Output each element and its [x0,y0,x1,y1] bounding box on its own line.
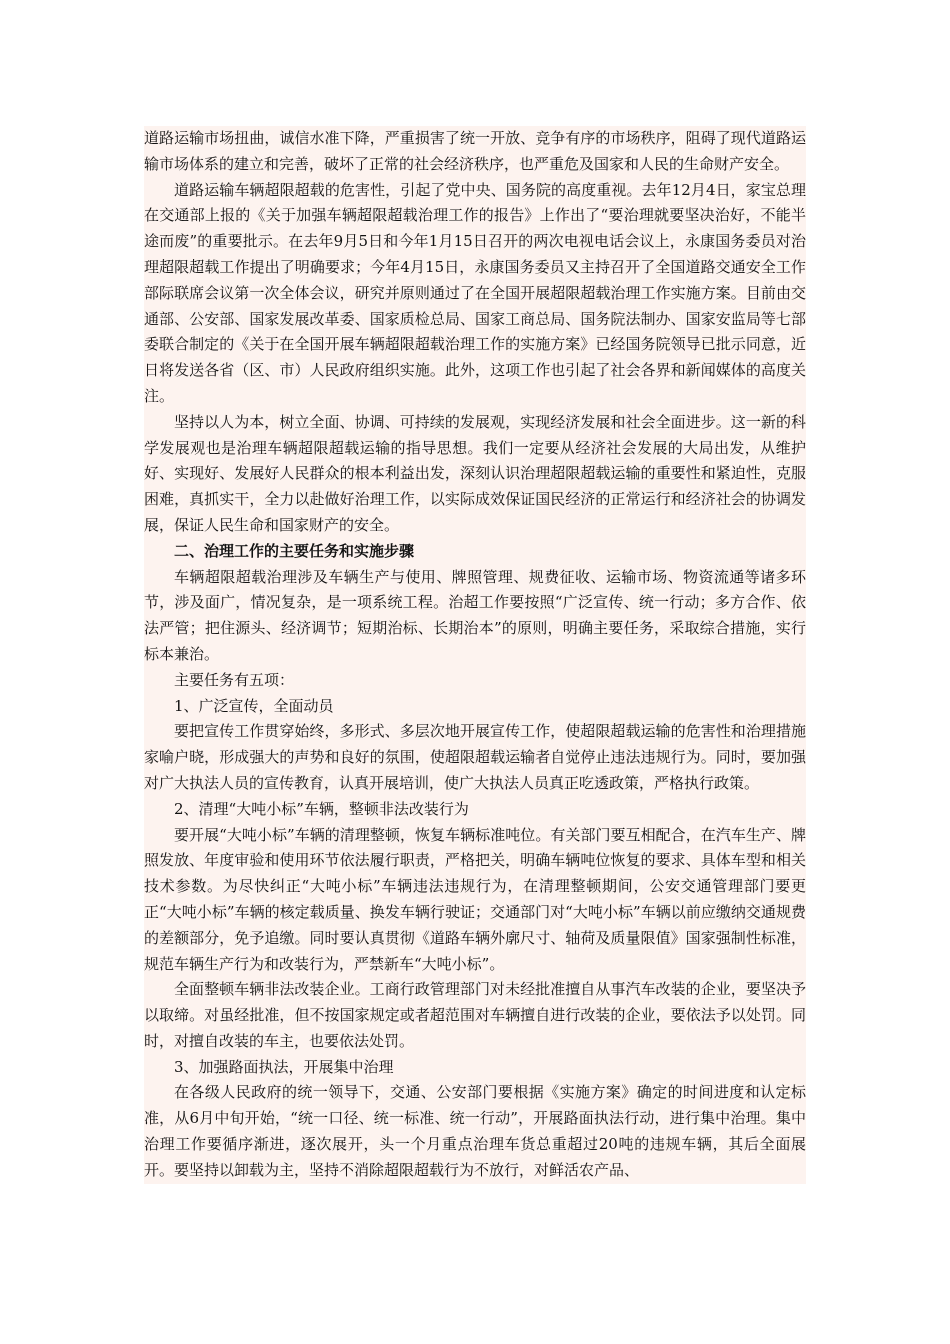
paragraph-4: 车辆超限超载治理涉及车辆生产与使用、牌照管理、规费征收、运输市场、物资流通等诸多环节，涉及面广，情况复杂，是一项系统工程。治超工作要按照“广泛宣传、统一行动；多方合作、依法严管；把住源头、经济调节；短期治标、长期治本”的原则，明确主要任务，采取综合措施，实行标本兼治。 [144,567,806,663]
section-heading-2: 二、治理工作的主要任务和实施步骤 [174,541,415,560]
subheading-1: 1、广泛宣传，全面动员 [174,696,334,715]
paragraph-5: 主要任务有五项： [174,670,295,689]
paragraph-6: 要把宣传工作贯穿始终，多形式、多层次地开展宣传工作，使超限超载运输的危害性和治理措施家喻户晓，形成强大的声势和良好的氛围，使超限超载运输者自觉停止违法违规行为。同时，要加强对广大执法人员的宣传教育，认真开展培训，使广大执法人员真正吃透政策，严格执行政策。 [144,722,806,792]
paragraph-1: 道路运输市场扭曲，诚信水准下降，严重损害了统一开放、竞争有序的市场秩序，阻碍了现代道路运输市场体系的建立和完善，破坏了正常的社会经济秩序，也严重危及国家和人民的生命财产安全。 [144,129,806,173]
paragraph-7: 要开展“大吨小标”车辆的清理整顿，恢复车辆标准吨位。有关部门要互相配合，在汽车生产、牌照发放、年度审验和使用环节依法履行职责，严格把关，明确车辆吨位恢复的要求、具体车型和相关技术参数。为尽快纠正“大吨小标”车辆违法违规行为，在清理整顿期间，公安交通管理部门要更正“大吨小标”车辆的核定载质量、换发车辆行驶证；交通部门对“大吨小标”车辆以前应缴纳交通规费的差额部分，免予追缴。同时要认真贯彻《道路车辆外廓尺寸、轴荷及质量限值》国家强制性标准，规范车辆生产行为和改装行为，严禁新车“大吨小标”。 [144,825,806,973]
paragraph-3: 坚持以人为本，树立全面、协调、可持续的发展观，实现经济发展和社会全面进步。这一新的科学发展观也是治理车辆超限超载运输的指导思想。我们一定要从经济社会发展的大局出发，从维护好、实现好、发展好人民群众的根本利益出发，深刻认识治理超限超载运输的重要性和紧迫性，克服困难，真抓实干，全力以赴做好治理工作，以实际成效保证国民经济的正常运行和经济社会的协调发展，保证人民生命和国家财产的安全。 [144,412,806,534]
paragraph-9: 在各级人民政府的统一领导下，交通、公安部门要根据《实施方案》确定的时间进度和认定标准，从6月中旬开始，“统一口径、统一标准、统一行动”，开展路面执法行动，进行集中治理。集中治理工作要循序渐进，逐次展开，头一个月重点治理车货总重超过20吨的违规车辆，其后全面展开。要坚持以卸载为主，坚持不消除超限超载行为不放行，对鲜活农产品、 [144,1083,806,1179]
document-body [144,126,806,1184]
subheading-3: 3、加强路面执法，开展集中治理 [174,1057,394,1076]
subheading-2: 2、清理“大吨小标”车辆，整顿非法改装行为 [174,799,469,818]
paragraph-2: 道路运输车辆超限超载的危害性，引起了党中央、国务院的高度重视。去年12月4日，家宝总理在交通部上报的《关于加强车辆超限超载治理工作的报告》上作出了“要治理就要坚决治好，不能半途而废”的重要批示。在去年9月5日和今年1月15日召开的两次电视电话会议上，永康国务委员对治理超限超载工作提出了明确要求；今年4月15日，永康国务委员又主持召开了全国道路交通安全工作部际联席会议第一次全体会议，研究并原则通过了在全国开展超限超载治理工作实施方案。目前由交通部、公安部、国家发展改革委、国家质检总局、国家工商总局、国务院法制办、国家安监局等七部委联合制定的《关于在全国开展车辆超限超载治理工作的实施方案》已经国务院领导已批示同意，近日将发送各省（区、市）人民政府组织实施。此外，这项工作也引起了社会各界和新闻媒体的高度关注。 [144,180,806,405]
paragraph-8: 全面整顿车辆非法改装企业。工商行政管理部门对未经批准擅自从事汽车改装的企业，要坚决予以取缔。对虽经批准，但不按国家规定或者超范围对车辆擅自进行改装的企业，要依法予以处罚。同时，对擅自改装的车主，也要依法处罚。 [144,980,806,1050]
